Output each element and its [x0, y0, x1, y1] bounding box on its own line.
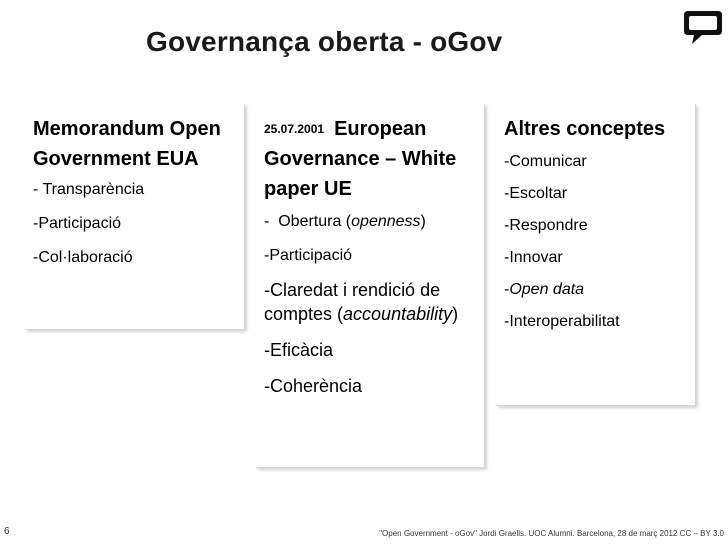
item-text: Coherència: [270, 376, 363, 396]
list-item: -Participació: [33, 215, 122, 232]
item-emphasis: accountability: [343, 304, 453, 324]
date-label: 25.07.2001: [264, 122, 325, 136]
item-text-end: ): [420, 213, 426, 230]
memorandum-column: [25, 104, 245, 330]
slide-title: Governança oberta - oGov: [146, 26, 503, 57]
dash: -: [504, 313, 510, 330]
item-text: Participació: [269, 247, 353, 264]
other-concepts-column: [496, 104, 696, 406]
dash: -: [504, 153, 510, 170]
dash: -: [264, 340, 270, 360]
list-item: -Col·laboració: [33, 249, 133, 266]
item-text: Obertura (: [278, 213, 352, 230]
page-number: 6: [4, 526, 10, 537]
item-text: Innovar: [509, 249, 563, 266]
list-item: [504, 280, 687, 300]
list-item: [504, 184, 687, 204]
list-item: [264, 212, 476, 232]
item-emphasis: Open data: [509, 281, 585, 298]
list-item: [264, 374, 476, 398]
list-item: [264, 278, 476, 326]
item-text-end: ): [452, 304, 459, 324]
item-emphasis: openness: [351, 213, 421, 230]
dash: -: [264, 247, 270, 264]
dash: -: [504, 249, 510, 266]
dash: -: [264, 213, 279, 230]
chat-bubble-icon: [682, 6, 724, 48]
dash: -: [504, 217, 510, 234]
list-item: [504, 248, 687, 268]
item-text: Respondre: [509, 217, 588, 234]
item-text: Eficàcia: [270, 340, 334, 360]
list-item: [504, 216, 687, 236]
footer-credit: "Open Government - oGov" Jordi Graells. UOC Alumni. Barcelona, 28 de març 2012 CC – BY 3.0: [379, 529, 724, 538]
dash: -: [504, 185, 510, 202]
heading-part: Governance – White paper UE: [264, 148, 457, 200]
list-item: [264, 246, 476, 266]
column-heading: Memorandum Open Government EUA: [33, 118, 221, 170]
dash: -: [504, 281, 510, 298]
column-heading: [264, 114, 476, 204]
list-item: [504, 152, 687, 172]
item-text: Escoltar: [509, 185, 568, 202]
item-text: Comunicar: [509, 153, 587, 170]
item-text: Claredat i rendició de comptes (: [264, 280, 441, 324]
dash: -: [264, 280, 270, 300]
list-item: [504, 312, 687, 332]
dash: -: [264, 376, 270, 396]
heading-part: European: [334, 118, 427, 140]
column-heading: Altres conceptes: [504, 118, 666, 140]
item-text: Interoperabilitat: [509, 313, 620, 330]
white-paper-column: [256, 104, 485, 468]
list-item: [264, 338, 476, 362]
list-item: - Transparència: [33, 181, 145, 198]
